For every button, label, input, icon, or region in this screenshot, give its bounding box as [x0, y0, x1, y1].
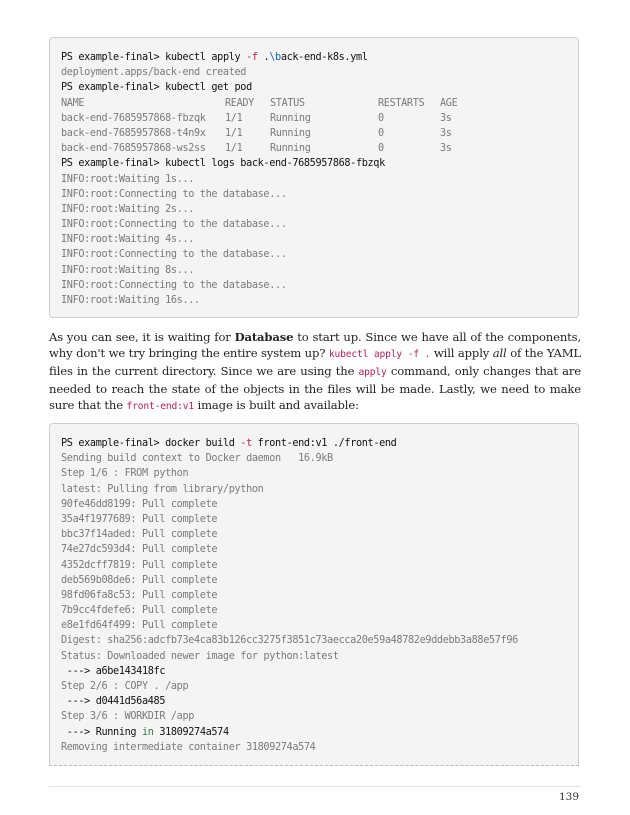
body-paragraph: As you can see, it is waiting for Database to start up. Since we have all of the components, why don't we try bringing the entire system up? kubectl apply -f . will apply all of the YAML files in the current directory. Since we are using the apply command, only changes that are needed to reach the state of the objects in the files will be made. Lastly, we need to make sure that the front-end:v1 image is built and available:	[49, 330, 582, 412]
output-line: Step 2/6 : COPY . /app	[61, 681, 189, 692]
output-line: Status: Downloaded newer image for python:latest	[61, 650, 339, 662]
log-line: INFO:root:Connecting to the database...	[61, 188, 287, 200]
log-line: INFO:root:Connecting to the database...	[61, 249, 287, 261]
output-line: 90fe46dd8199: Pull complete	[61, 498, 218, 510]
footer-divider	[49, 786, 580, 787]
inline-code: front-end:v1	[126, 401, 194, 412]
output-line: Removing intermediate container 31809274a574	[61, 741, 316, 753]
output-line: ---> a6be143418fc	[61, 665, 166, 677]
log-line: INFO:root:Waiting 2s...	[61, 203, 195, 215]
code-block-docker-build	[49, 423, 579, 766]
code-block-kubectl	[49, 37, 579, 318]
output-line: 98fd06fa8c53: Pull complete	[61, 589, 218, 601]
output-line: Sending build context to Docker daemon 16.9kB	[61, 453, 333, 465]
inline-code: apply	[358, 367, 387, 378]
log-line: INFO:root:Waiting 8s...	[61, 264, 195, 276]
command-line: PS example-final> kubectl apply -f .\back-end-k8s.yml	[61, 52, 368, 63]
output-line: e8e1fd64f499: Pull complete	[61, 620, 218, 632]
log-line: INFO:root:Waiting 1s...	[61, 173, 195, 185]
table-row: back-end-7685957868-t4n9x 1/1 Running 0 3s	[61, 127, 452, 139]
table-header-row: NAME READY STATUS RESTARTS AGE	[61, 97, 458, 109]
output-line: deployment.apps/back-end created	[61, 67, 247, 79]
table-row: back-end-7685957868-fbzqk 1/1 Running 0 3s	[61, 112, 452, 124]
page-number: 139	[558, 791, 579, 803]
output-line: 7b9cc4fdefe6: Pull complete	[61, 605, 218, 617]
command-line: PS example-final> kubectl get pod	[61, 82, 252, 94]
command-line: PS example-final> kubectl logs back-end-7685957868-fbzqk	[61, 158, 385, 170]
log-line: INFO:root:Waiting 4s...	[61, 234, 195, 246]
output-line: latest: Pulling from library/python	[61, 483, 264, 495]
inline-code: kubectl apply -f .	[328, 349, 431, 360]
output-line: Step 3/6 : WORKDIR /app	[61, 711, 195, 723]
output-line: ---> Running in 31809274a574	[61, 726, 229, 738]
output-line: Step 1/6 : FROM python	[61, 468, 189, 480]
log-line: INFO:root:Waiting 16s...	[61, 295, 200, 306]
table-row: back-end-7685957868-ws2ss 1/1 Running 0 3s	[61, 143, 452, 155]
output-line: 35a4f1977689: Pull complete	[61, 513, 218, 525]
output-line: ---> d0441d56a485	[61, 696, 166, 708]
log-line: INFO:root:Connecting to the database...	[61, 279, 287, 291]
log-line: INFO:root:Connecting to the database...	[61, 219, 287, 231]
output-line: deb569b08de6: Pull complete	[61, 574, 218, 586]
output-line: bbc37f14aded: Pull complete	[61, 529, 218, 541]
output-line: 74e27dc593d4: Pull complete	[61, 544, 218, 556]
output-line: Digest: sha256:adcfb73e4ca83b126cc3275f3851c73aecca20e59a48782e9ddebb3a88e57f96	[61, 635, 518, 647]
command-line: PS example-final> docker build -t front-end:v1 ./front-end	[61, 438, 397, 449]
output-line: 4352dcff7819: Pull complete	[61, 559, 218, 571]
